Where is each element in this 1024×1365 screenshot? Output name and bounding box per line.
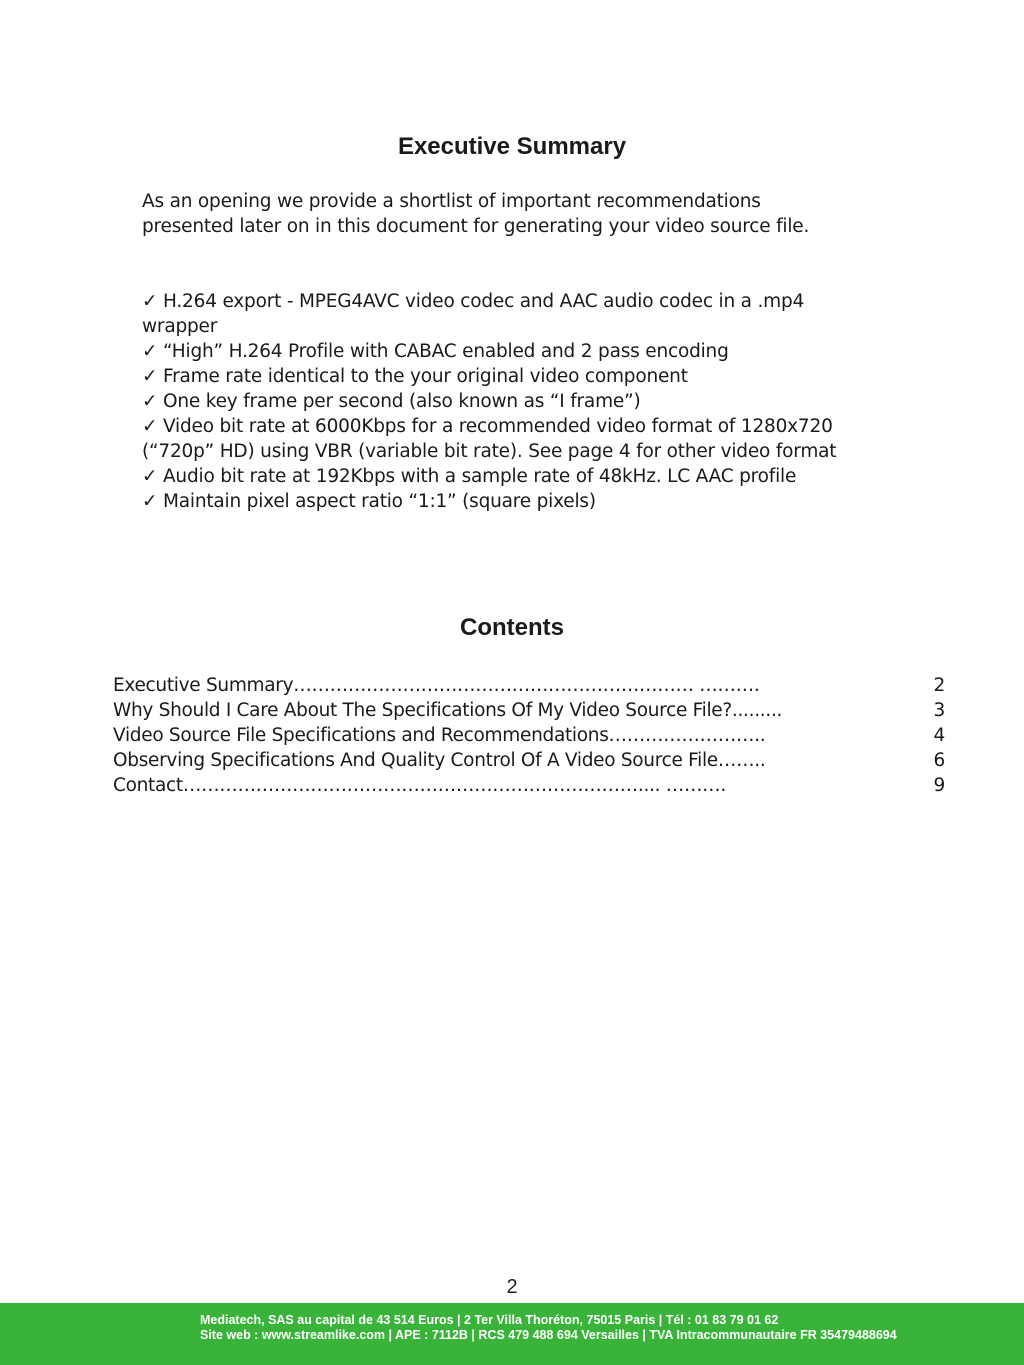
checklist-item: ✓ Maintain pixel aspect ratio “1:1” (square pixels) (142, 491, 596, 512)
executive-summary-heading: Executive Summary (397, 133, 627, 160)
toc-page-number: 4 (933, 725, 945, 746)
toc-entry-text: Why Should I Care About The Specifications Of My Video Source File?......... (113, 700, 783, 721)
page-number: 2 (506, 1276, 518, 1298)
toc-page-number: 2 (933, 675, 945, 696)
footer-registration-line: Site web : www.streamlike.com | APE : 7112B | RCS 479 488 694 Versailles | TVA Intracommunautaire FR 35479488694 (200, 1328, 897, 1342)
checklist-item: ✓ “High” H.264 Profile with CABAC enabled and 2 pass encoding (142, 341, 729, 362)
toc-page-number: 9 (933, 775, 945, 796)
intro-paragraph (142, 189, 902, 239)
company-footer (0, 1303, 1024, 1365)
recommendations-checklist (142, 289, 877, 514)
toc-entry-text: Video Source File Specifications and Recommendations…………………….. (113, 725, 766, 746)
toc-entry-specifications[interactable] (113, 723, 945, 748)
toc-entry-text: Observing Specifications And Quality Control Of A Video Source File…….. (113, 750, 766, 771)
toc-entry-text: Executive Summary………………………………………………………… ………. (113, 675, 760, 696)
toc-entry-text: Contact………………………………………………………………….... ………. (113, 775, 726, 796)
checklist-item: ✓ One key frame per second (also known as “I frame”) (142, 391, 641, 412)
toc-entry-quality-control[interactable] (113, 748, 945, 773)
checklist-item: ✓ Video bit rate at 6000Kbps for a recommended video format of 1280x720 (“720p” HD) using VBR (variable bit rate). See page 4 for other video format (142, 416, 837, 462)
toc-entry-why-care[interactable] (113, 698, 945, 723)
checklist-item: ✓ H.264 export - MPEG4AVC video codec and AAC audio codec in a .mp4 wrapper (142, 291, 805, 337)
table-of-contents (113, 673, 945, 798)
checklist-item: ✓ Audio bit rate at 192Kbps with a sample rate of 48kHz. LC AAC profile (142, 466, 797, 487)
toc-entry-contact[interactable] (113, 773, 945, 798)
footer-address-line: Mediatech, SAS au capital de 43 514 Euros | 2 Ter Villa Thoréton, 75015 Paris | Tél : 01 83 79 01 62 (200, 1313, 779, 1327)
toc-entry-executive-summary[interactable] (113, 673, 945, 698)
checklist-item: ✓ Frame rate identical to the your original video component (142, 366, 688, 387)
contents-heading: Contents (460, 614, 564, 641)
toc-page-number: 3 (933, 700, 945, 721)
intro-line: As an opening we provide a shortlist of important recommendations (142, 191, 761, 212)
toc-page-number: 6 (933, 750, 945, 771)
intro-line: presented later on in this document for generating your video source file. (142, 216, 810, 237)
